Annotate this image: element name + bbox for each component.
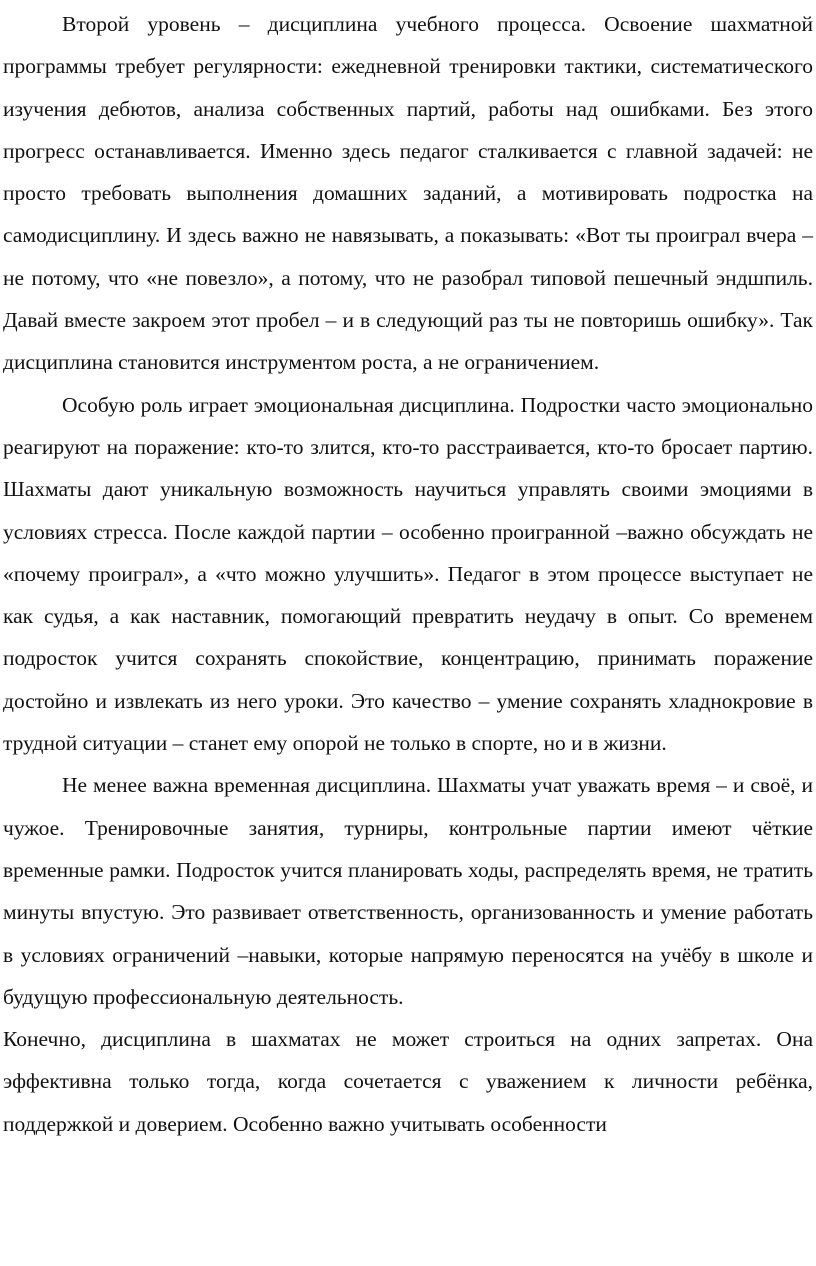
paragraph-academic-discipline: Второй уровень – дисциплина учебного процесса. Освоение шахматной программы требует регулярности: ежедневной тренировки тактики, систематического изучения дебютов, анализа собственных партий, работы над ошибками. Без этого прогресс останавливается. Именно здесь педагог сталкивается с главной задачей: не просто требовать выполнения домашних заданий, а мотивировать подростка на самодисциплину. И здесь важно не навязывать, а показывать: «Вот ты проиграл вчера – не потому, что «не повезло», а потому, что не разобрал типовой пешечный эндшпиль. Давай вместе закроем этот пробел – и в следующий раз ты не повторишь ошибку». Так дисциплина становится инструментом роста, а не ограничением. xyxy=(3,12,813,375)
paragraph-time-discipline: Не менее важна временная дисциплина. Шахматы учат уважать время – и своё, и чужое. Тренировочные занятия, турниры, контрольные партии имеют чёткие временные рамки. Подросток учится планировать ходы, распределять время, не тратить минуты впустую. Это развивает ответственность, организованность и умение работать в условиях ограничений –навыки, которые напрямую переносятся на учёбу в школе и будущую профессиональную деятельность. xyxy=(3,773,813,1009)
paragraph-emotional-discipline: Особую роль играет эмоциональная дисциплина. Подростки часто эмоционально реагируют на поражение: кто-то злится, кто-то расстраивается, кто-то бросает партию. Шахматы дают уникальную возможность научиться управлять своими эмоциями в условиях стресса. После каждой партии – особенно проигранной –важно обсуждать не «почему проиграл», а «что можно улучшить». Педагог в этом процессе выступает не как судья, а как наставник, помогающий превратить неудачу в опыт. Со временем подросток учится сохранять спокойствие, концентрацию, принимать поражение достойно и извлекать из него уроки. Это качество – умение сохранять хладнокровие в трудной ситуации – станет ему опорой не только в спорте, но и в жизни. xyxy=(3,392,813,756)
paragraph-respect-and-trust: Конечно, дисциплина в шахматах не может строиться на одних запретах. Она эффективна только тогда, когда сочетается с уважением к личности ребёнка, поддержкой и доверием. Особенно важно учитывать особенности xyxy=(3,1027,813,1136)
